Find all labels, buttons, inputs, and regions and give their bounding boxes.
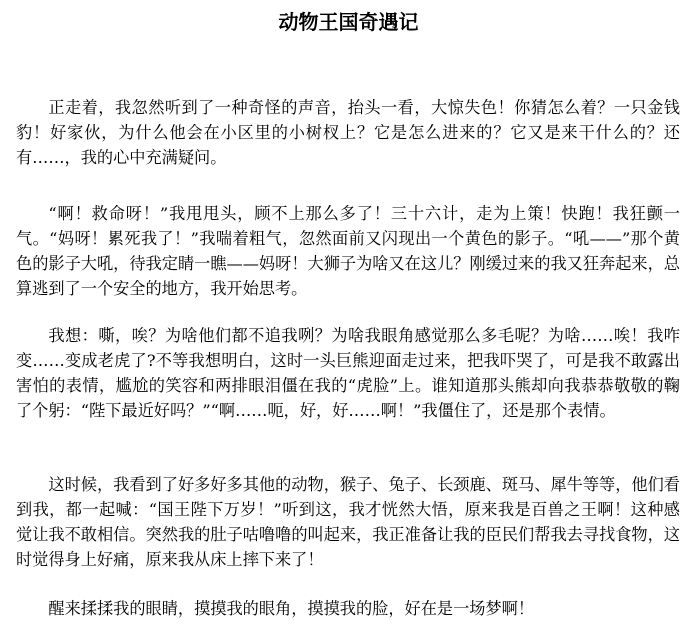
paragraph-3: 我想：嘶，唉？为啥他们都不追我咧？为啥我眼角感觉那么多毛呢？为啥……唉！我咋变……变成老虎了?不等我想明白，这时一头巨熊迎面走过来，把我吓哭了，可是我不敢露出害怕的表情，尴尬的笑容和两排眼泪僵在我的“虎脸”上。谁知道那头熊却向我恭恭敬敬的鞠了个躬：“陛下最近好吗？”“啊……呃，好，好……啊！”我僵住了，还是那个表情。 — [16, 326, 680, 420]
paragraph-2: “啊！救命呀！”我甩甩头，顾不上那么多了！三十六计，走为上策！快跑！我狂颤一气。“妈呀！累死我了！”我喘着粗气，忽然面前又闪现出一个黄色的影子。“吼——”那个黄色的影子大吼，待我定睛一瞧——妈呀！大狮子为啥又在这儿？刚缓过来的我又狂奔起来，总算逃到了一个安全的地方，我开始思考。 — [16, 204, 680, 298]
document-title: 动物王国奇遇记 — [278, 10, 419, 34]
paragraph-5: 醒来揉揉我的眼睛，摸摸我的眼角，摸摸我的脸，好在是一场梦啊！ — [48, 599, 535, 618]
paragraph-1: 正走着，我忽然听到了一种奇怪的声音，抬头一看，大惊失色！你猜怎么着？一只金钱豹！好家伙，为什么他会在小区里的小树杈上？它是怎么进来的？它又是来干什么的？还有……，我的心中充满疑问。 — [16, 98, 680, 167]
paragraph-4: 这时候，我看到了好多好多其他的动物，猴子、兔子、长颈鹿、斑马、犀牛等等，他们看到我，都一起喊：“国王陛下万岁！”听到这，我才恍然大悟，原来我是百兽之王啊！这种感觉让我不敢相信。突然我的肚子咕噜噜的叫起来，我正准备让我的臣民们帮我去寻找食物，这时觉得身上好痛，原来我从床上摔下来了！ — [16, 475, 680, 569]
